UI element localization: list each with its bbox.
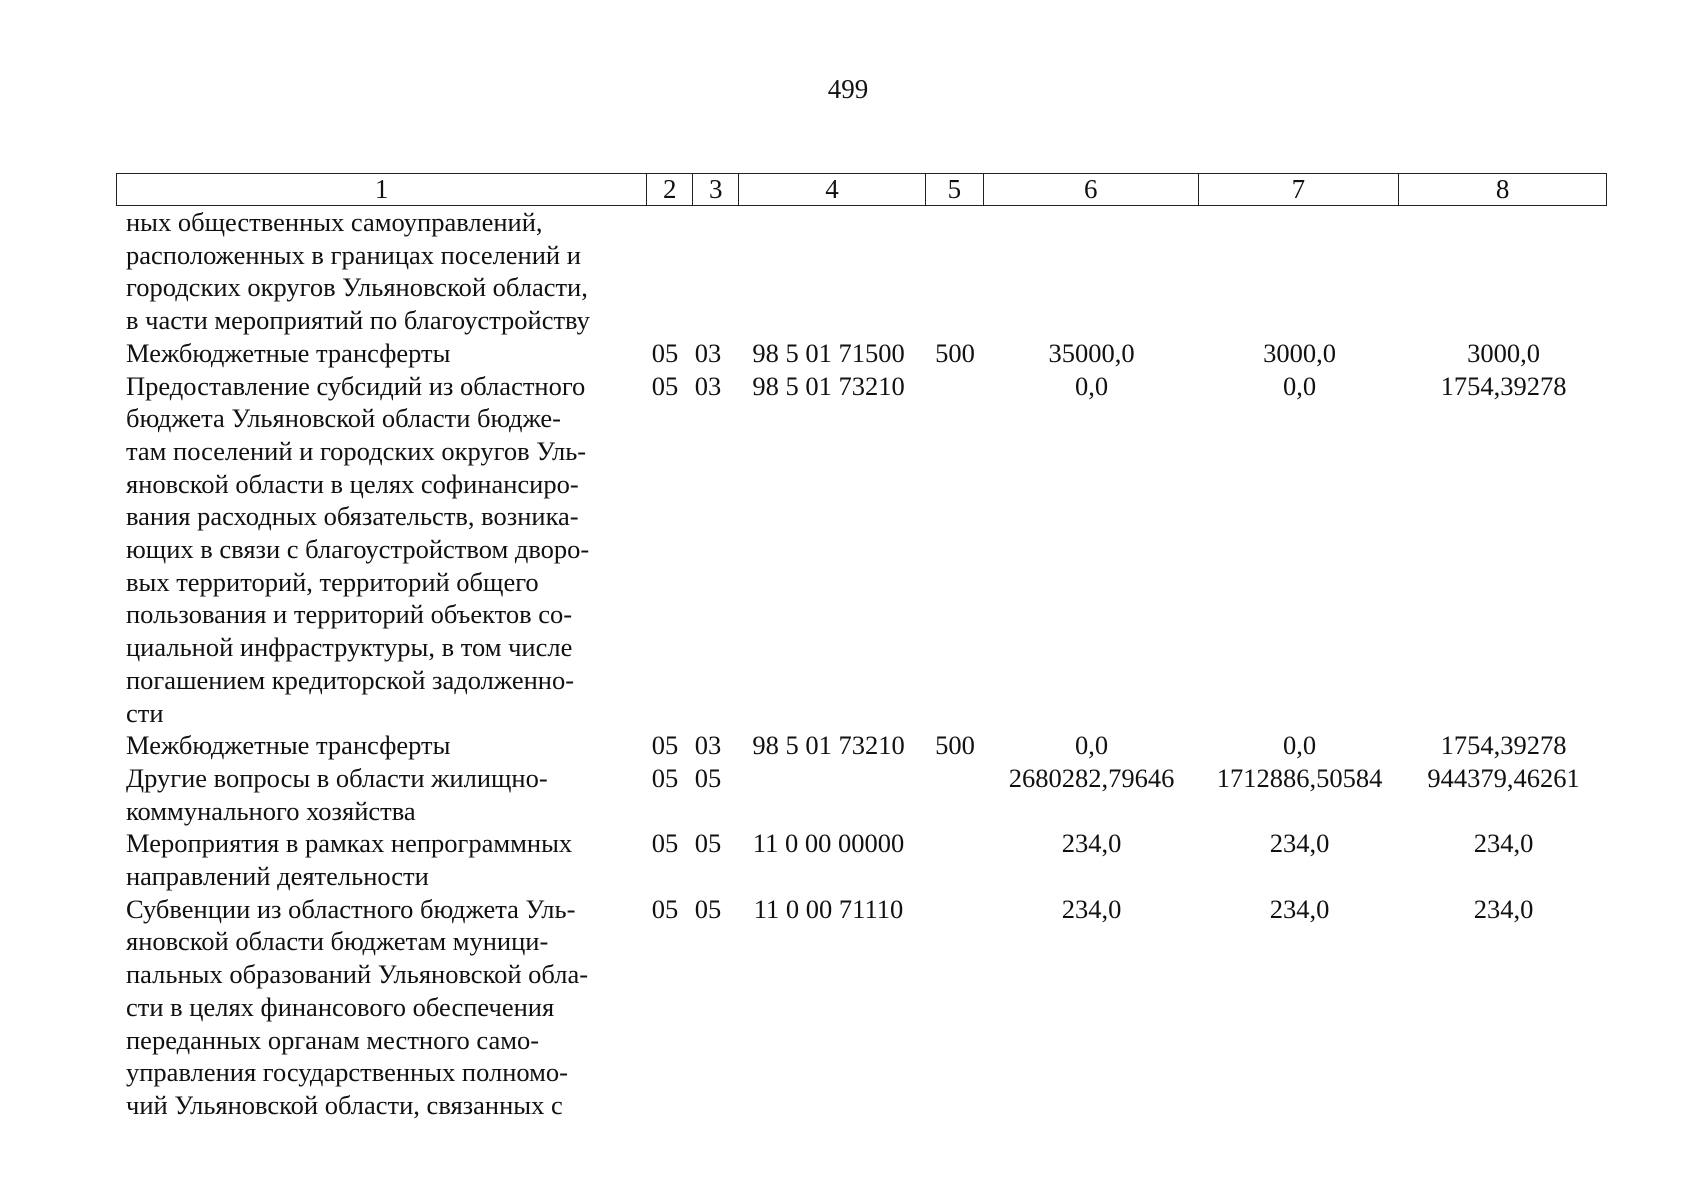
row-description-line: Субвенции из областного бюджета Уль- — [126, 893, 576, 924]
row-amount-col8: 1754,39278 — [1440, 370, 1567, 401]
row-description-line: Мероприятия в рамках непрограммных — [126, 828, 573, 859]
row-section-code: 05 — [651, 337, 679, 368]
row-description-line: коммунального хозяйства — [126, 795, 416, 826]
row-amount-col6: 234,0 — [1061, 828, 1122, 859]
row-description — [116, 827, 639, 892]
row-description-line: бюджета Ульяновской области бюдже- — [126, 403, 562, 434]
row-amount-col8: 944379,46261 — [1427, 762, 1580, 793]
row-expense-type: 500 — [935, 337, 975, 368]
row-amount-col7: 0,0 — [1282, 730, 1317, 761]
column-header-7: 7 — [1199, 174, 1400, 205]
row-subsection-code: 05 — [694, 828, 722, 859]
row-amount-col6: 35000,0 — [1048, 337, 1135, 368]
table-row — [116, 762, 1607, 827]
row-description-line: ющих в связи с благоустройством дворо- — [126, 534, 590, 565]
row-description-line: чий Ульяновской области, связанных с — [126, 1089, 563, 1120]
table-row — [116, 893, 1607, 1122]
row-amount-col6: 0,0 — [1074, 730, 1109, 761]
column-header-5: 5 — [926, 174, 984, 205]
row-description-line: погашением кредиторской задолженно- — [126, 664, 575, 695]
row-target-article: 98 5 01 73210 — [752, 730, 905, 761]
column-header-1: 1 — [117, 174, 647, 205]
row-description — [116, 206, 639, 337]
row-description-line: в части мероприятий по благоустройству — [126, 305, 590, 336]
row-subsection-code: 03 — [694, 337, 722, 368]
row-description-line: пальных образований Ульяновской обла- — [126, 959, 589, 990]
table-row — [116, 370, 1607, 730]
row-amount-col6: 2680282,79646 — [1008, 762, 1175, 793]
row-amount-col6: 234,0 — [1061, 893, 1122, 924]
row-description-line: там поселений и городских округов Уль- — [126, 435, 587, 466]
row-section-code: 05 — [651, 762, 679, 793]
row-amount-col7: 234,0 — [1269, 828, 1330, 859]
row-subsection-code: 05 — [694, 762, 722, 793]
table-column-header-row — [116, 173, 1607, 206]
row-section-code: 05 — [651, 370, 679, 401]
page-number: 499 — [827, 74, 869, 104]
row-description — [116, 370, 639, 730]
row-amount-col7: 0,0 — [1282, 370, 1317, 401]
row-section-code: 05 — [651, 730, 679, 761]
column-header-3: 3 — [693, 174, 739, 205]
row-description — [116, 762, 639, 827]
row-description — [116, 729, 639, 762]
table-row — [116, 827, 1607, 892]
row-description-line: управления государственных полномо- — [126, 1057, 568, 1088]
row-description-line: расположенных в границах поселений и — [126, 239, 581, 270]
row-amount-col8: 234,0 — [1473, 828, 1534, 859]
column-header-8: 8 — [1495, 174, 1510, 204]
row-description-line: направлений деятельности — [126, 861, 429, 892]
row-description-line: Межбюджетные трансферты — [126, 730, 451, 761]
row-description-line: переданных органам местного само- — [126, 1024, 540, 1055]
column-header-4: 4 — [739, 174, 926, 205]
row-description-line: циальной инфраструктуры, в том числе — [126, 632, 573, 663]
row-subsection-code: 03 — [694, 730, 722, 761]
row-section-code: 05 — [651, 828, 679, 859]
row-description-line: Предоставление субсидий из областного — [126, 370, 586, 401]
budget-table-body — [116, 206, 1607, 1122]
row-section-code: 05 — [651, 893, 679, 924]
row-description-line: городских округов Ульяновской области, — [126, 272, 588, 303]
row-description-line: ных общественных самоуправлений, — [126, 207, 543, 237]
row-description — [116, 893, 639, 1122]
row-amount-col7: 3000,0 — [1263, 337, 1336, 368]
row-target-article: 11 0 00 71110 — [753, 893, 904, 924]
row-expense-type: 500 — [935, 730, 975, 761]
row-subsection-code: 03 — [694, 370, 722, 401]
row-description-line: яновской области бюджетам муници- — [126, 926, 549, 957]
row-target-article: 98 5 01 71500 — [752, 337, 905, 368]
table-row — [116, 337, 1607, 370]
row-description-line: Межбюджетные трансферты — [126, 337, 451, 368]
row-amount-col8: 234,0 — [1473, 893, 1534, 924]
row-description-line: вания расходных обязательств, возника- — [126, 501, 579, 532]
row-amount-col7: 1712886,50584 — [1216, 762, 1383, 793]
row-amount-col6: 0,0 — [1074, 370, 1109, 401]
row-description — [116, 337, 639, 370]
table-row — [116, 729, 1607, 762]
column-header-2: 2 — [647, 174, 693, 205]
row-description-line: вых территорий, территорий общего — [126, 566, 539, 597]
row-description-line: яновской области в целях софинансиро- — [126, 468, 579, 499]
row-target-article: 98 5 01 73210 — [752, 370, 905, 401]
row-amount-col8: 1754,39278 — [1440, 730, 1567, 761]
row-description-line: Другие вопросы в области жилищно- — [126, 762, 548, 793]
row-amount-col8: 3000,0 — [1467, 337, 1540, 368]
row-description-line: сти в целях финансового обеспечения — [126, 991, 555, 1022]
row-target-article: 11 0 00 00000 — [752, 828, 905, 859]
row-subsection-code: 05 — [694, 893, 722, 924]
row-description-line: сти — [126, 697, 164, 728]
row-description-line: пользования и территорий объектов со- — [126, 599, 573, 630]
column-header-6: 6 — [984, 174, 1199, 205]
row-amount-col7: 234,0 — [1269, 893, 1330, 924]
table-row — [116, 206, 1607, 337]
